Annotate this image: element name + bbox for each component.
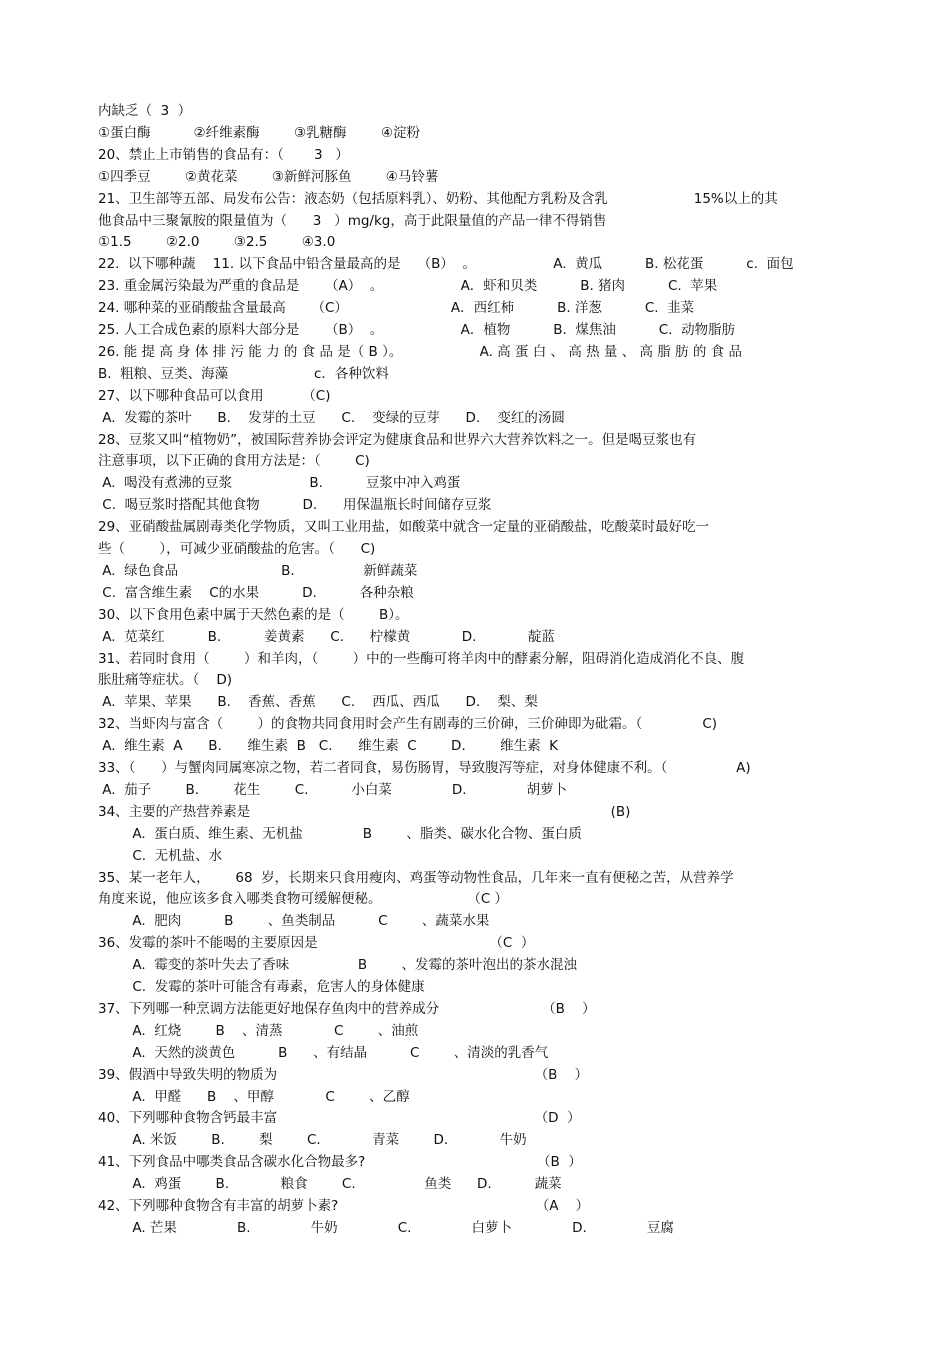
text-line: A. 绿色食品 B. 新鲜蔬菜 bbox=[98, 562, 418, 579]
text-line: A. 红烧 B 、清蒸 C 、油煎 bbox=[98, 1022, 419, 1039]
text-line: 33、（ ）与蟹肉同属寒凉之物，若二者同食，易伤肠胃，导致腹泻等症，对身体健康不利。（ A) bbox=[98, 760, 751, 776]
text-line: A. 喝没有煮沸的豆浆 B. 豆浆中冲入鸡蛋 bbox=[98, 475, 461, 492]
text-line: 39、假酒中导致失明的物质为 （B ） bbox=[98, 1066, 589, 1083]
text-line: A. 甲醛 B 、甲醇 C 、乙醇 bbox=[98, 1088, 410, 1105]
text-line: 20、禁止上市销售的食品有：（ 3 ） bbox=[98, 146, 349, 163]
text-line: C. 喝豆浆时搭配其他食物 D. 用保温瓶长时间储存豆浆 bbox=[98, 497, 492, 514]
text-line: 些（ ），可减少亚硝酸盐的危害。（ C) bbox=[98, 541, 376, 557]
text-line: A. 维生素 A B. 维生素 B C. 维生素 C D. 维生素 K bbox=[98, 738, 559, 755]
text-line: A. 芒果 B. 牛奶 C. 白萝卜 D. 豆腐 bbox=[98, 1219, 674, 1236]
text-line: 他食品中三聚氰胺的限量值为（ 3 ）mg/kg，高于此限量值的产品一律不得销售 bbox=[98, 212, 607, 229]
text-line: 角度来说，他应该多食入哪类食物可缓解便秘。 （C ） bbox=[98, 891, 509, 908]
text-line: ①四季豆 ②黄花菜 ③新鲜河豚鱼 ④马铃薯 bbox=[98, 168, 439, 185]
text-line: 36、发霉的茶叶不能喝的主要原因是 （C ） bbox=[98, 935, 535, 952]
text-line: A. 霉变的茶叶失去了香味 B 、发霉的茶叶泡出的茶水混浊 bbox=[98, 957, 577, 974]
text-line: A. 发霉的茶叶 B. 发芽的土豆 C. 变绿的豆芽 D. 变红的汤圆 bbox=[98, 409, 565, 426]
text-line: A. 蛋白质、维生素、无机盐 B 、脂类、碳水化合物、蛋白质 bbox=[98, 825, 582, 842]
text-line: 26. 能 提 高 身 体 排 污 能 力 的 食 品 是（ B ）。 A. 高 蛋 白 、 高 热 量 、 高 脂 肪 的 食 品 bbox=[98, 343, 742, 360]
text-line: 内缺乏（ 3 ） bbox=[98, 103, 192, 119]
text-line: 22. 以下哪种蔬 11. 以下食品中铅含量最高的是 （B） 。 A. 黄瓜 B. 松花蛋 c. 面包 bbox=[98, 256, 794, 273]
text-line: 29、亚硝酸盐属剧毒类化学物质，又叫工业用盐，如酸菜中就含一定量的亚硝酸盐，吃酸菜时最好吃一 bbox=[98, 519, 710, 536]
text-line: 37、下列哪一种烹调方法能更好地保存鱼肉中的营养成分 （B ） bbox=[98, 1000, 596, 1017]
text-line: 32、当虾肉与富含（ ）的食物共同食用时会产生有剧毒的三价砷，三价砷即为砒霜。（ C) bbox=[98, 716, 718, 733]
text-line: A. 天然的淡黄色 B 、有结晶 C 、清淡的乳香气 bbox=[98, 1044, 549, 1061]
text-line: A. 肥肉 B 、鱼类制品 C 、蔬菜水果 bbox=[98, 913, 490, 930]
text-line: 30、以下食用色素中属于天然色素的是（ B）。 bbox=[98, 606, 409, 623]
text-line: 28、豆浆又叫“植物奶”，被国际营养协会评定为健康食品和世界六大营养饮料之一。但是喝豆浆也有 bbox=[98, 431, 697, 448]
text-line: 31、若同时食用（ ）和羊肉，（ ）中的一些酶可将羊肉中的酵素分解，阻碍消化造成消化不良、腹 bbox=[98, 650, 745, 667]
text-line: ①1.5 ②2.0 ③2.5 ④3.0 bbox=[98, 234, 336, 251]
text-line: A. 米饭 B. 梨 C. 青菜 D. 牛奶 bbox=[98, 1132, 527, 1149]
text-line: 34、主要的产热营养素是 (B) bbox=[98, 803, 631, 820]
text-line: ①蛋白酶 ②纤维素酶 ③乳糖酶 ④淀粉 bbox=[98, 124, 420, 141]
text-line: 24. 哪种菜的亚硝酸盐含量最高 （C） A．西红柿 B. 洋葱 C. 韭菜 bbox=[98, 300, 695, 317]
text-line: B. 粗粮、豆类、海藻 c．各种饮料 bbox=[98, 365, 389, 382]
text-line: 40、下列哪种食物含钙最丰富 （D ） bbox=[98, 1110, 581, 1127]
text-line: 27、以下哪种食品可以食用 （C) bbox=[98, 387, 331, 404]
text-line: 23. 重金属污染最为严重的食品是 （A） 。 A．虾和贝类 B. 猪肉 C. 苹果 bbox=[98, 278, 718, 295]
text-line: C. 无机盐、水 bbox=[98, 847, 223, 864]
text-line: 41、下列食品中哪类食品含碳水化合物最多? （B ） bbox=[98, 1154, 582, 1171]
text-line: A. 苋菜红 B. 姜黄素 C. 柠檬黄 D. 靛蓝 bbox=[98, 628, 555, 645]
text-line: 注意事项，以下正确的食用方法是：（ C) bbox=[98, 453, 370, 470]
text-line: C. 富含维生素 C的水果 D. 各种杂粮 bbox=[98, 584, 414, 601]
text-line: 25. 人工合成色素的原料大部分是 （B） 。 A．植物 B. 煤焦油 C. 动物脂肪 bbox=[98, 322, 736, 338]
text-line: 42、下列哪种食物含有丰富的胡萝卜素? （A ） bbox=[98, 1198, 590, 1214]
text-line: 21、卫生部等五部、局发布公告：液态奶（包括原料乳）、奶粉、其他配方乳粉及含乳 15%以上的其 bbox=[98, 190, 778, 207]
text-line: A. 鸡蛋 B. 粮食 C. 鱼类 D. 蔬菜 bbox=[98, 1176, 562, 1193]
text-line: 胀肚痛等症状。（ D) bbox=[98, 672, 233, 689]
text-line: A. 苹果、苹果 B. 香蕉、香蕉 C. 西瓜、西瓜 D. 梨、梨 bbox=[98, 694, 538, 711]
text-line: A. 茄子 B. 花生 C. 小白菜 D. 胡萝卜 bbox=[98, 781, 568, 798]
text-line: 35、某一老年人， 68 岁，长期来只食用瘦肉、鸡蛋等动物性食品，几年来一直有便秘之苦，从营养学 bbox=[98, 869, 734, 886]
text-line: C. 发霉的茶叶可能含有毒素，危害人的身体健康 bbox=[98, 979, 425, 995]
